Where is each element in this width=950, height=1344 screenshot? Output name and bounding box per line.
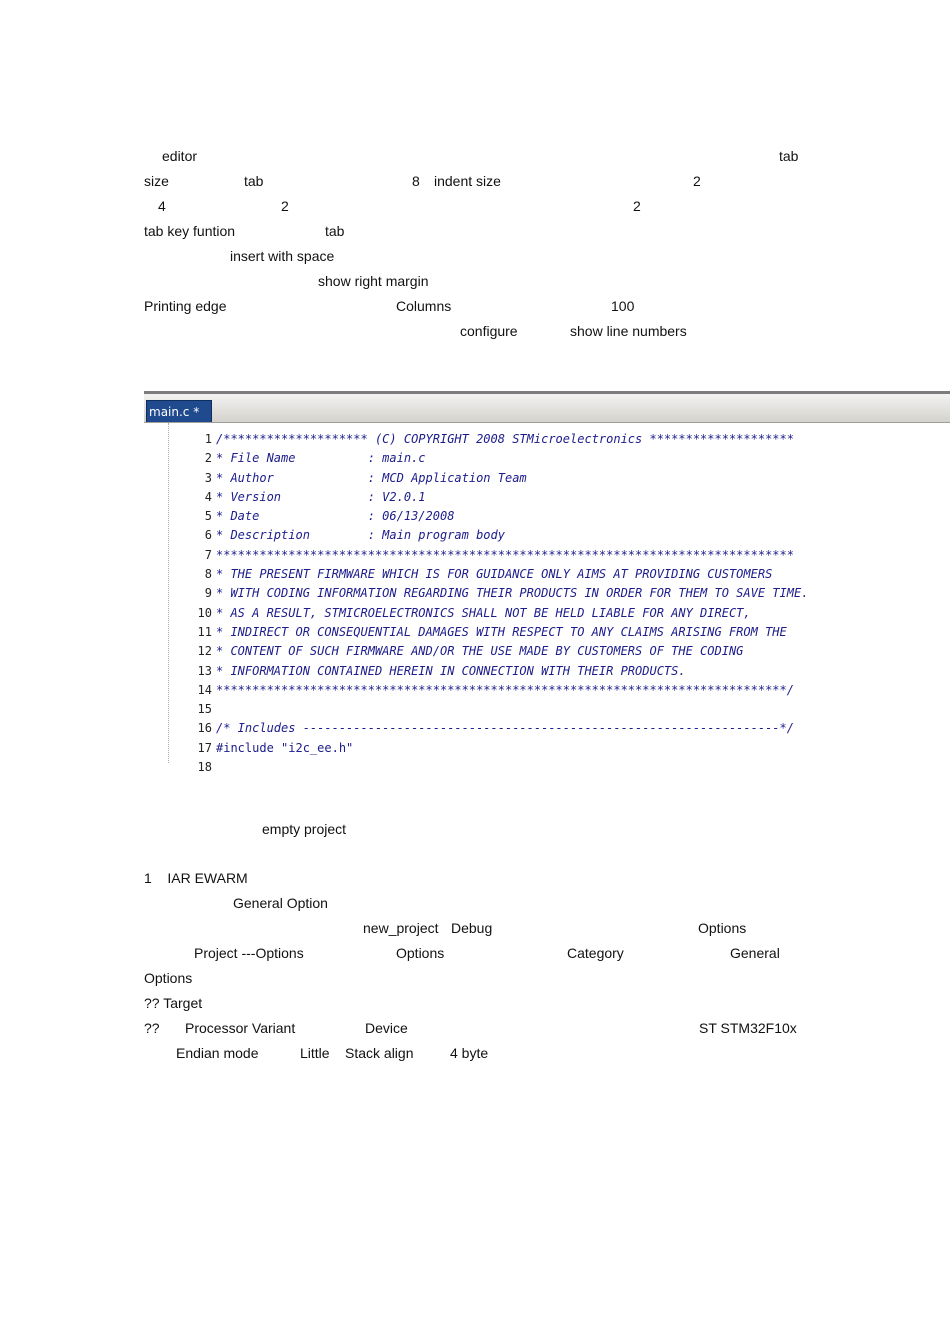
line-number: 13 [197,663,212,678]
text-target: ?? Target [144,995,203,1011]
code-text: * WITH CODING INFORMATION REGARDING THEIR PRODUCTS IN ORDER FOR THEM TO SAVE TIME. [216,586,809,601]
text-4-byte: 4 byte [450,1045,489,1061]
text-indent-size: indent size [434,173,501,189]
code-line [144,662,950,681]
text-tab-key-function: tab key funtion [144,223,236,239]
code-text: * Author : MCD Application Team [216,470,527,485]
text-configure: configure [460,323,518,339]
text-value-100: 100 [611,298,635,314]
code-line [144,604,950,623]
text-little: Little [300,1045,330,1061]
text-empty-project: empty project [262,821,347,837]
code-text: /******************** (C) COPYRIGHT 2008 STMicroelectronics ******************** [216,432,794,446]
text-options: Options [144,970,193,986]
text-value-2: 2 [633,198,641,214]
code-text: * THE PRESENT FIRMWARE WHICH IS FOR GUIDANCE ONLY AIMS AT PROVIDING CUSTOMERS [216,567,773,582]
text-stack-align: Stack align [345,1045,414,1061]
text-printing-edge: Printing edge [144,298,227,314]
editor-tab-bar [144,394,950,423]
text-value-2: 2 [281,198,289,214]
code-text: #include "i2c_ee.h" [216,740,354,755]
line-number: 10 [197,605,212,620]
code-text: * File Name : main.c [216,451,426,466]
text-tab: tab [779,148,799,164]
code-line [144,681,950,700]
text-debug: Debug [451,920,493,936]
code-line [144,449,950,468]
text-value-8: 8 [412,173,420,189]
text-size: size [144,173,169,189]
code-area [144,430,950,777]
line-number: 18 [197,760,212,775]
text-device: Device [365,1020,408,1036]
code-line [144,526,950,545]
code-text: * CONTENT OF SUCH FIRMWARE AND/OR THE USE MADE BY CUSTOMERS OF THE CODING [216,644,744,659]
code-line [144,719,950,738]
line-number: 17 [197,740,212,755]
code-line [144,700,950,719]
line-number: 16 [197,721,212,736]
line-number: 14 [197,682,212,697]
text-tab: tab [244,173,264,189]
line-number: 11 [197,624,212,639]
text-bullet: ?? [144,1020,160,1036]
text-category: Category [567,945,624,961]
code-line [144,623,950,642]
code-text: * INFORMATION CONTAINED HEREIN IN CONNECTION WITH THEIR PRODUCTS. [216,663,686,678]
text-editor: editor [162,148,198,164]
editor-tab-main-c[interactable]: main.c * [146,400,212,422]
text-st-stm32f10x: ST STM32F10x [699,1020,797,1036]
line-number: 4 [204,489,212,504]
code-text: *******************************************************************************/ [216,682,794,697]
code-line [144,739,950,758]
line-number: 5 [204,509,212,524]
code-text: * Description : Main program body [216,528,505,543]
line-number: 6 [204,528,212,543]
text-options: Options [698,920,747,936]
text-value-2: 2 [693,173,701,189]
code-line [144,565,950,584]
line-number: 15 [197,702,212,717]
text-project-options: Project ---Options [194,945,304,961]
text-show-line-numbers: show line numbers [570,323,687,339]
code-editor-screenshot [144,391,950,775]
text-tab: tab [325,223,345,239]
code-text: * INDIRECT OR CONSEQUENTIAL DAMAGES WITH RESPECT TO ANY CLAIMS ARISING FROM THE [216,624,787,639]
line-number: 7 [204,547,212,562]
code-line [144,584,950,603]
text-show-right-margin: show right margin [318,273,429,289]
code-line [144,507,950,526]
text-options: Options [396,945,445,961]
code-text: ******************************************************************************** [216,547,794,562]
text-columns: Columns [396,298,452,314]
line-number: 1 [204,432,212,446]
code-line [144,546,950,565]
text-general: General [730,945,780,961]
line-number: 12 [197,644,212,659]
line-number: 8 [204,567,212,582]
text-processor-variant: Processor Variant [185,1020,296,1036]
text-insert-with-space: insert with space [230,248,335,264]
code-line [144,430,950,449]
text-general-option: General Option [233,895,328,911]
line-number: 9 [204,586,212,601]
code-line [144,758,950,777]
line-number: 2 [204,451,212,466]
line-number: 3 [204,470,212,485]
text-new-project: new_project [363,920,439,936]
code-text: * Date : 06/13/2008 [216,509,455,524]
code-text: /* Includes ------------------------------------------------------------------*/ [216,721,794,736]
code-text: * Version : V2.0.1 [216,489,426,504]
code-text: * AS A RESULT, STMICROELECTRONICS SHALL NOT BE HELD LIABLE FOR ANY DIRECT, [216,605,751,620]
text-step-1: 1 IAR EWARM [144,870,248,886]
code-line [144,642,950,661]
code-line [144,469,950,488]
text-value-4: 4 [158,198,166,214]
text-endian-mode: Endian mode [176,1045,259,1061]
code-line [144,488,950,507]
